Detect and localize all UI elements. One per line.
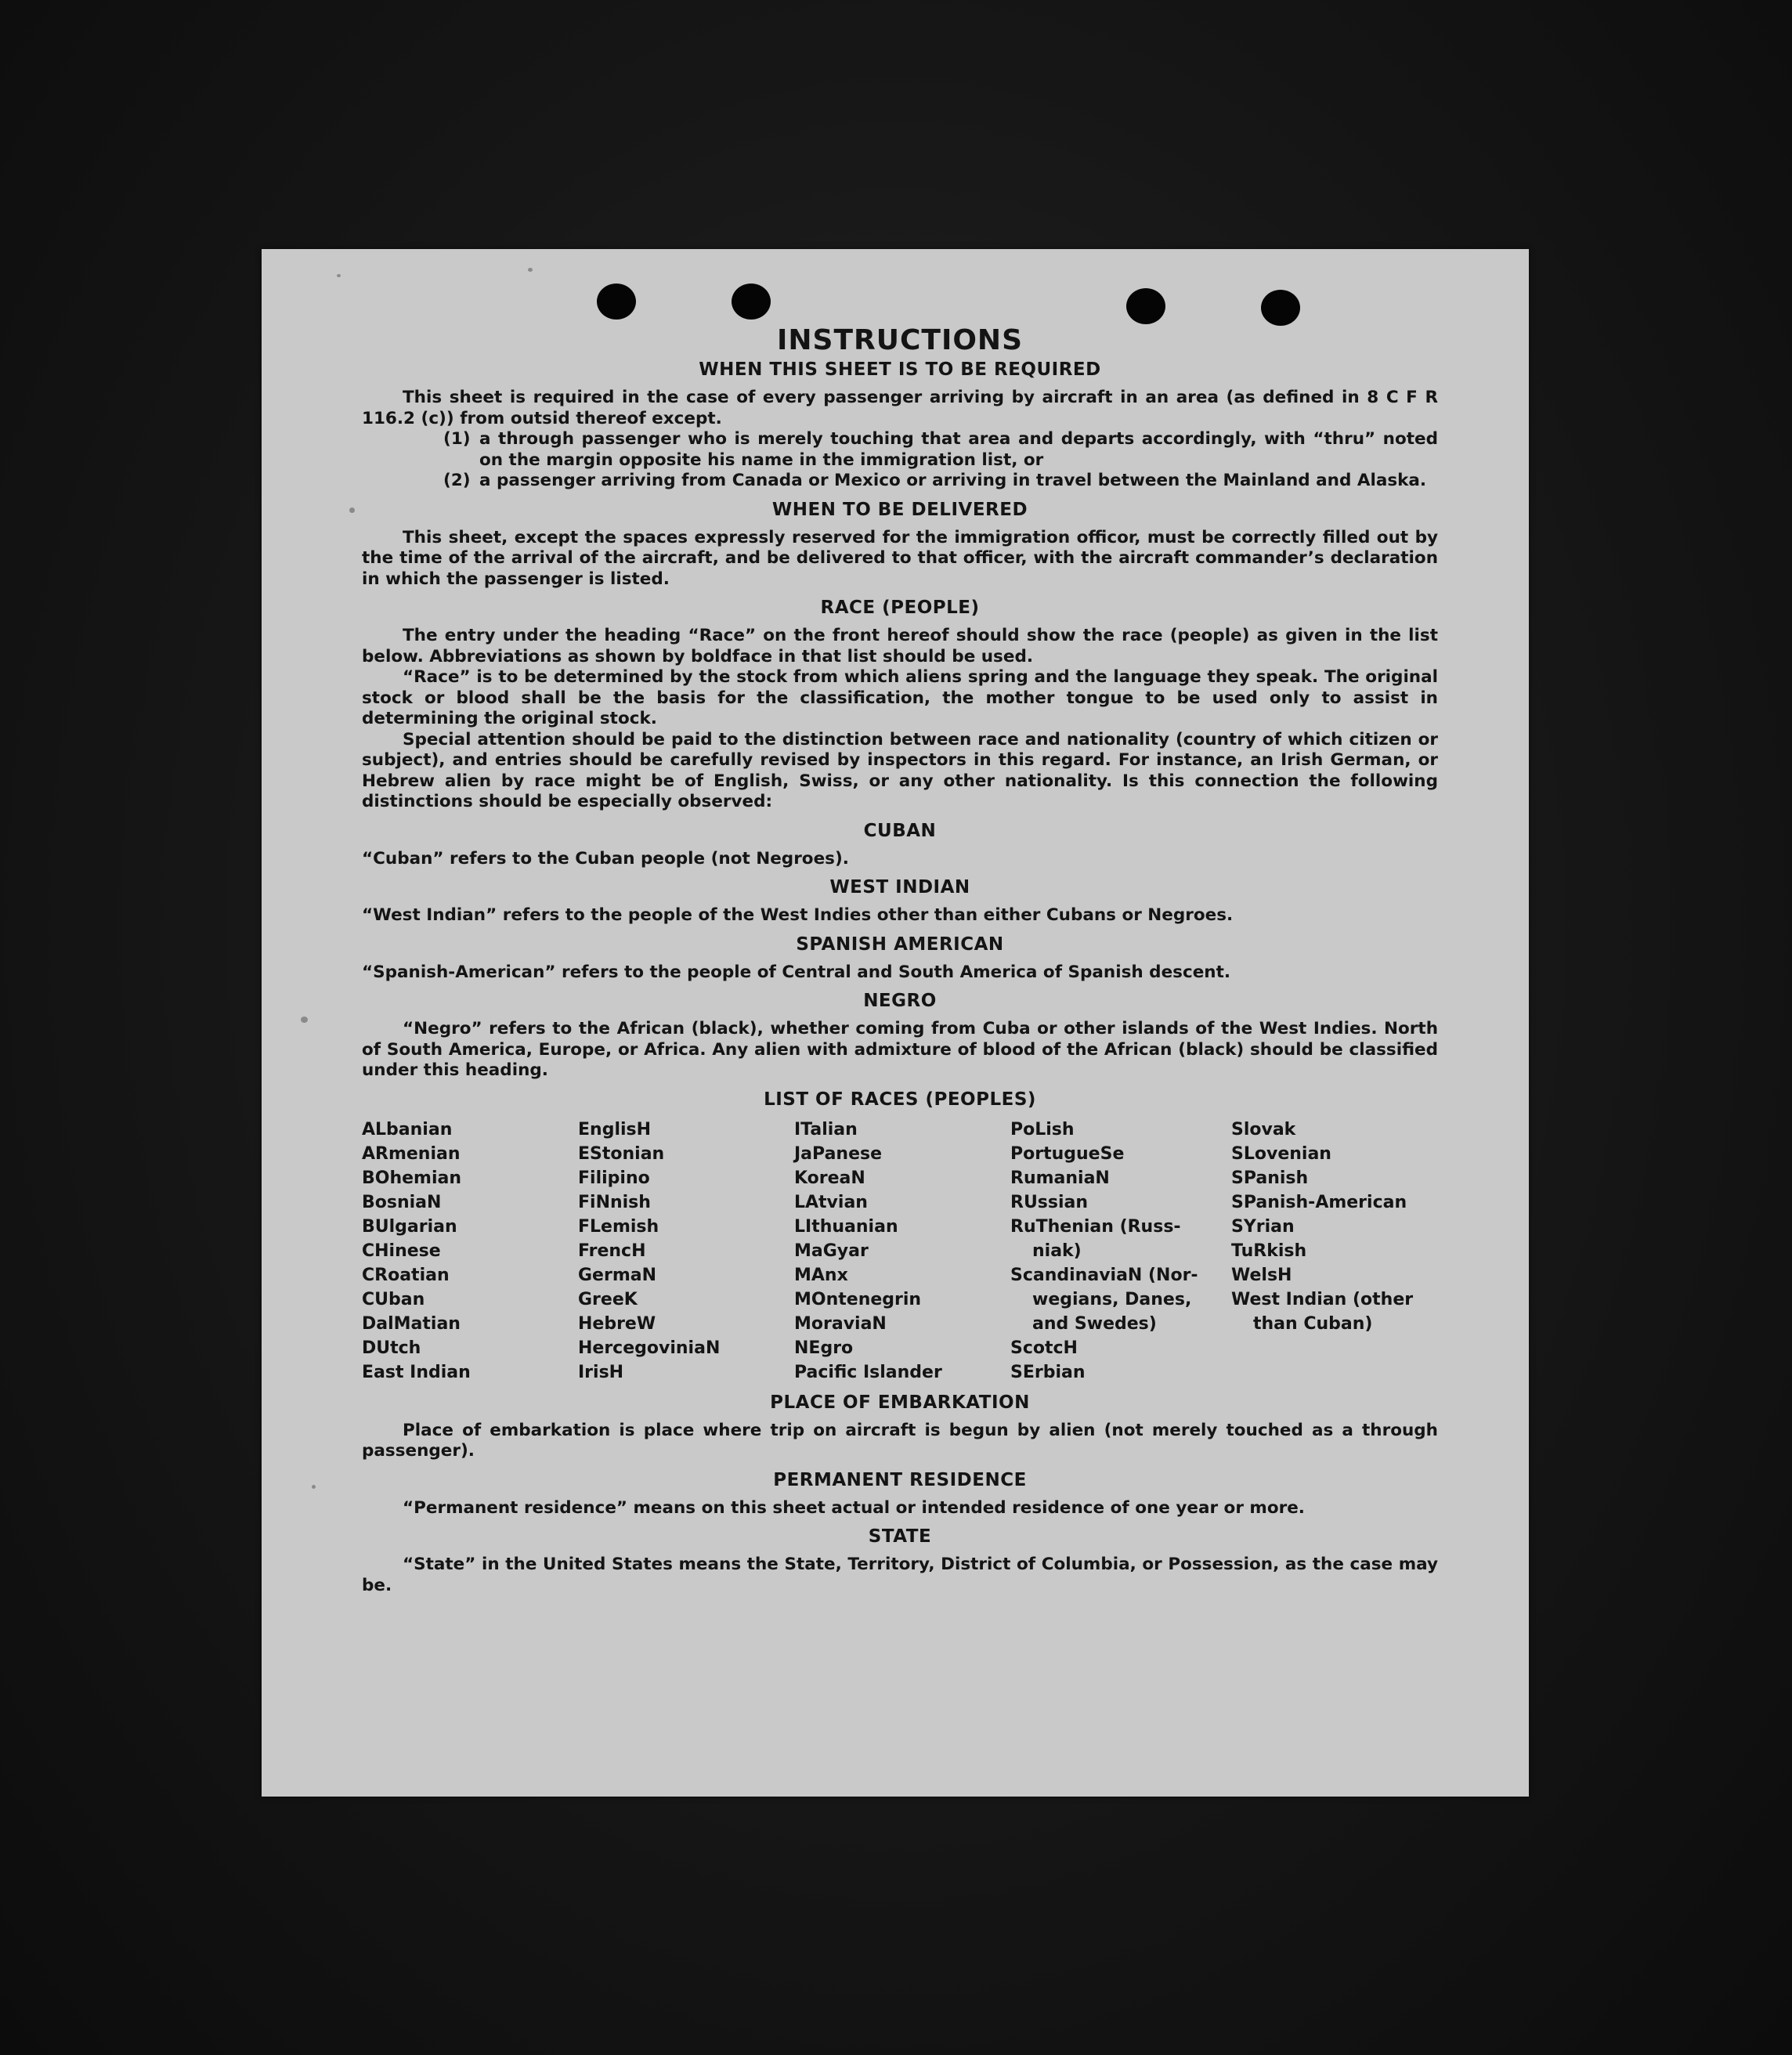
races-column <box>362 1118 578 1385</box>
races-column <box>794 1118 1010 1385</box>
race-entry: SYrian <box>1231 1216 1295 1237</box>
race-entry: ARmenian <box>362 1143 461 1164</box>
race-paragraph-1: The entry under the heading “Race” on the front hereof should show the race (people) as given in the list below. Abbreviations as shown by boldface in that list should be used. <box>362 626 1438 666</box>
required-intro: This sheet is required in the case of every passenger arriving by aircraft in an area (as defined in 8 C F R 116.2 (c)) from outsid thereof except. <box>362 388 1438 428</box>
race-entry: DUtch <box>362 1338 421 1358</box>
race-entry: FrencH <box>578 1241 646 1261</box>
heading-when-delivered: WHEN TO BE DELIVERED <box>771 499 1028 520</box>
race-entry: Pacific Islander <box>794 1362 942 1382</box>
instructions-body <box>362 324 1438 1596</box>
race-entry-continued: and Swedes) <box>1032 1313 1157 1334</box>
punch-hole <box>597 284 636 320</box>
race-entry: WelsH <box>1231 1265 1292 1285</box>
scan-speck <box>301 1017 308 1023</box>
heading-cuban: CUBAN <box>863 820 937 841</box>
heading-permanent-residence: PERMANENT RESIDENCE <box>773 1469 1027 1490</box>
race-entry: RUssian <box>1010 1192 1089 1212</box>
scan-speck <box>349 507 355 513</box>
cuban-text: “Cuban” refers to the Cuban people (not Negroes). <box>362 848 849 869</box>
race-entry: LAtvian <box>794 1192 868 1212</box>
race-entry: IrisH <box>578 1362 624 1382</box>
race-entry: FiNnish <box>578 1192 651 1212</box>
delivered-text: This sheet, except the spaces expressly reserved for the immigration officor, must be correctly filled out by the time of the arrival of the aircraft, and be delivered to that officer, with the aircraft commander’s declaration in which the passenger is listed. <box>362 527 1438 589</box>
race-entry: West Indian (other <box>1231 1289 1414 1309</box>
races-list <box>362 1118 1438 1385</box>
heading-list-of-races: LIST OF RACES (PEOPLES) <box>764 1089 1036 1110</box>
race-entry: LIthuanian <box>794 1216 898 1237</box>
races-column <box>1010 1118 1231 1385</box>
race-entry: FLemish <box>578 1216 659 1237</box>
heading-state: STATE <box>868 1526 932 1547</box>
residence-text: “Permanent residence” means on this sheet actual or intended residence of one year or more. <box>403 1497 1305 1518</box>
heading-west-indian: WEST INDIAN <box>829 877 970 897</box>
document-page <box>262 249 1529 1797</box>
race-entry: RumaniaN <box>1010 1168 1110 1188</box>
exception-number: (2) <box>443 471 471 490</box>
race-entry: ScandinaviaN (Nor- <box>1010 1265 1198 1285</box>
race-entry: KoreaN <box>794 1168 865 1188</box>
race-entry: MOntenegrin <box>794 1289 922 1309</box>
race-entry-continued: niak) <box>1032 1241 1082 1261</box>
embarkation-text: Place of embarkation is place where trip on aircraft is begun by alien (not merely touched as a through passenger). <box>362 1420 1438 1461</box>
race-entry: HercegoviniaN <box>578 1338 721 1358</box>
exception-item <box>362 429 1438 471</box>
exception-text: a passenger arriving from Canada or Mexico or arriving in travel between the Mainland and Alaska. <box>479 471 1427 490</box>
race-entry: Slovak <box>1231 1119 1296 1139</box>
heading-negro: NEGRO <box>863 991 937 1011</box>
race-entry: PoLish <box>1010 1119 1075 1139</box>
punch-hole <box>732 284 771 320</box>
negro-text: “Negro” refers to the African (black), whether coming from Cuba or other islands of the West Indies. North of South America, Europe, or Africa. Any alien with admixture of blood of the African (black) should be classified under this heading. <box>362 1019 1438 1080</box>
race-entry: EStonian <box>578 1143 665 1164</box>
scan-speck <box>312 1485 316 1489</box>
race-entry: CRoatian <box>362 1265 450 1285</box>
race-entry: SPanish <box>1231 1168 1309 1188</box>
west-indian-text: “West Indian” refers to the people of the West Indies other than either Cubans or Negroes. <box>362 905 1234 925</box>
exception-item <box>362 471 1438 492</box>
race-entry: BUlgarian <box>362 1216 457 1237</box>
heading-when-required: WHEN THIS SHEET IS TO BE REQUIRED <box>699 359 1101 380</box>
race-entry: ITalian <box>794 1119 858 1139</box>
punch-hole <box>1126 288 1165 324</box>
race-entry: JaPanese <box>794 1143 883 1164</box>
race-entry: GreeK <box>578 1289 638 1309</box>
race-entry: ScotcH <box>1010 1338 1078 1358</box>
race-entry: CHinese <box>362 1241 441 1261</box>
punch-hole <box>1261 290 1300 326</box>
race-entry: Filipino <box>578 1168 650 1188</box>
race-entry: MoraviaN <box>794 1313 887 1334</box>
heading-place-of-embarkation: PLACE OF EMBARKATION <box>770 1392 1030 1413</box>
state-text: “State” in the United States means the State, Territory, District of Columbia, or Possession, as the case may be. <box>362 1555 1438 1595</box>
race-entry-continued: wegians, Danes, <box>1032 1289 1192 1309</box>
race-entry: MAnx <box>794 1265 848 1285</box>
race-entry: PortugueSe <box>1010 1143 1125 1164</box>
scan-speck <box>337 274 341 277</box>
race-entry: DalMatian <box>362 1313 461 1334</box>
race-entry: TuRkish <box>1231 1241 1307 1261</box>
race-entry: EnglisH <box>578 1119 652 1139</box>
race-entry: MaGyar <box>794 1241 869 1261</box>
race-entry: ALbanian <box>362 1119 453 1139</box>
race-entry: SErbian <box>1010 1362 1086 1382</box>
races-column <box>578 1118 794 1385</box>
heading-race: RACE (PEOPLE) <box>820 598 980 618</box>
race-entry: East Indian <box>362 1362 471 1382</box>
race-entry: CUban <box>362 1289 425 1309</box>
spanish-american-text: “Spanish-American” refers to the people of Central and South America of Spanish descent. <box>362 962 1231 982</box>
race-entry: NEgro <box>794 1338 854 1358</box>
race-entry: GermaN <box>578 1265 657 1285</box>
scan-speck <box>528 268 533 272</box>
race-paragraph-2: “Race” is to be determined by the stock from which aliens spring and the language they speak. The original stock or blood shall be the basis for the classification, the mother tongue to be used only to assist in determining the original stock. <box>362 667 1438 728</box>
race-entry: BOhemian <box>362 1168 462 1188</box>
heading-spanish-american: SPANISH AMERICAN <box>796 934 1004 955</box>
race-entry: BosniaN <box>362 1192 442 1212</box>
race-entry: RuThenian (Russ- <box>1010 1216 1181 1237</box>
race-entry-continued: than Cuban) <box>1253 1313 1373 1334</box>
race-entry: SPanish-American <box>1231 1192 1407 1212</box>
race-entry: SLovenian <box>1231 1143 1331 1164</box>
exception-number: (1) <box>443 429 471 449</box>
race-paragraph-3: Special attention should be paid to the distinction between race and nationality (country of which citizen or subject), and entries should be carefully revised by inspectors in this regard. For instance, an Irish German, or Hebrew alien by race might be of English, Swiss, or any other nationality. Is this connection the following distinctions should be especially observed: <box>362 729 1438 811</box>
page-title: INSTRUCTIONS <box>777 324 1023 356</box>
races-column <box>1231 1118 1438 1385</box>
race-entry: HebreW <box>578 1313 656 1334</box>
exception-text: a through passenger who is merely touching that area and departs accordingly, with “thru” noted on the margin opposite his name in the immigration list, or <box>479 429 1438 470</box>
